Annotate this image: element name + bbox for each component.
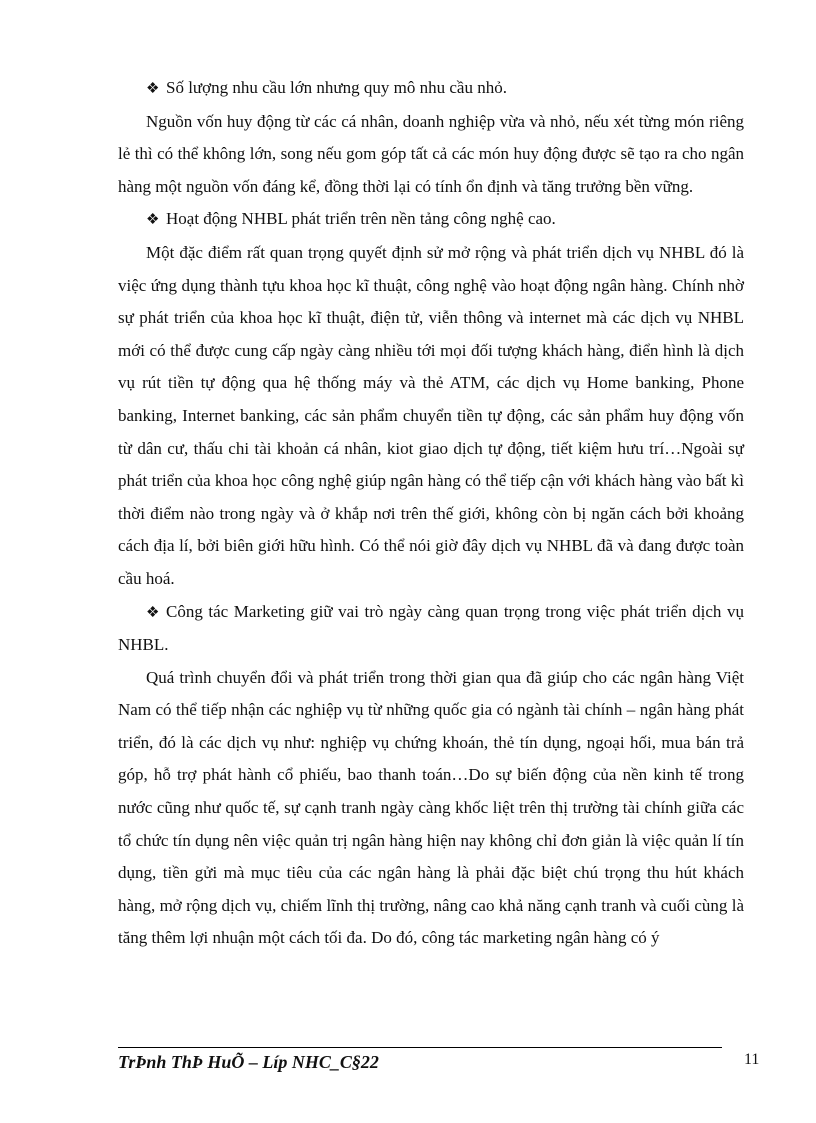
bullet-paragraph-3: ❖ Công tác Marketing giữ vai trò ngày càng quan trọng trong việc phát triển dịch vụ NHBL. xyxy=(118,596,744,662)
footer-divider xyxy=(118,1047,722,1048)
bullet-paragraph-2: ❖ Hoạt động NHBL phát triển trên nền tảng công nghệ cao. xyxy=(118,203,744,237)
footer-author: TrÞnh ThÞ HuÕ – Líp NHC_C§22 xyxy=(118,1052,379,1072)
bullet-paragraph-1: ❖ Số lượng nhu cầu lớn nhưng quy mô nhu cầu nhỏ. xyxy=(118,72,744,106)
paragraph-1: Nguồn vốn huy động từ các cá nhân, doanh nghiệp vừa và nhỏ, nếu xét từng món riêng lẻ thì có thể không lớn, song nếu gom góp tất cả các món huy động được sẽ tạo ra cho ngân hàng một nguồn vốn đáng kể, đồng thời lại có tính ổn định và tăng trưởng bền vững. xyxy=(118,111,744,196)
document-body xyxy=(118,72,744,955)
paragraph-3: Quá trình chuyển đổi và phát triển trong thời gian qua đã giúp cho các ngân hàng Việt Nam có thể tiếp nhận các nghiệp vụ từ những quốc gia có ngành tài chính – ngân hàng phát triển, đó là các dịch vụ như: nghiệp vụ chứng khoán, thẻ tín dụng, ngoại hối, mua bán trả góp, hỗ trợ phát hành cổ phiếu, bao thanh toán…Do sự biến động của nền kinh tế trong nước cũng như quốc tế, sự cạnh tranh ngày càng khốc liệt trên thị trường tài chính giữa các tổ chức tín dụng nên việc quản trị ngân hàng hiện nay không chỉ đơn giản là việc quản lí tín dụng, tiền gửi mà mục tiêu của các ngân hàng là phải đặc biệt chú trọng thu hút khách hàng, mở rộng dịch vụ, chiếm lĩnh thị trường, nâng cao khả năng cạnh tranh và cuối cùng là tăng thêm lợi nhuận một cách tối đa. Do đó, công tác marketing ngân hàng có ý xyxy=(118,667,744,948)
diamond-bullet-icon: ❖ xyxy=(146,81,160,97)
page-number: 11 xyxy=(744,1051,760,1068)
paragraph-2: Một đặc điểm rất quan trọng quyết định sử mở rộng và phát triển dịch vụ NHBL đó là việc ứng dụng thành tựu khoa học kĩ thuật, công nghệ vào hoạt động ngân hàng. Chính nhờ sự phát triển của khoa học kĩ thuật, điện tử, viễn thông và internet mà các dịch vụ NHBL mới có thể được cung cấp ngày càng nhiều tới mọi đối tượng khách hàng, điển hình là dịch vụ rút tiền tự động qua hệ thống máy và thẻ ATM, các dịch vụ Home banking, Phone banking, Internet banking, các sản phẩm chuyển tiền tự động, các sản phẩm huy động vốn từ dân cư, thấu chi tài khoản cá nhân, kiot giao dịch tự động, tiết kiệm hưu trí…Ngoài sự phát triển của khoa học công nghệ giúp ngân hàng có thể tiếp cận với khách hàng vào bất kì thời điểm nào trong ngày và ở khắp nơi trên thế giới, không còn bị ngăn cách bởi khoảng cách địa lí, bởi biên giới hữu hình. Có thể nói giờ đây dịch vụ NHBL đã và đang được toàn cầu hoá. xyxy=(118,242,744,588)
diamond-bullet-icon: ❖ xyxy=(146,212,160,229)
diamond-bullet-icon: ❖ xyxy=(146,604,160,621)
